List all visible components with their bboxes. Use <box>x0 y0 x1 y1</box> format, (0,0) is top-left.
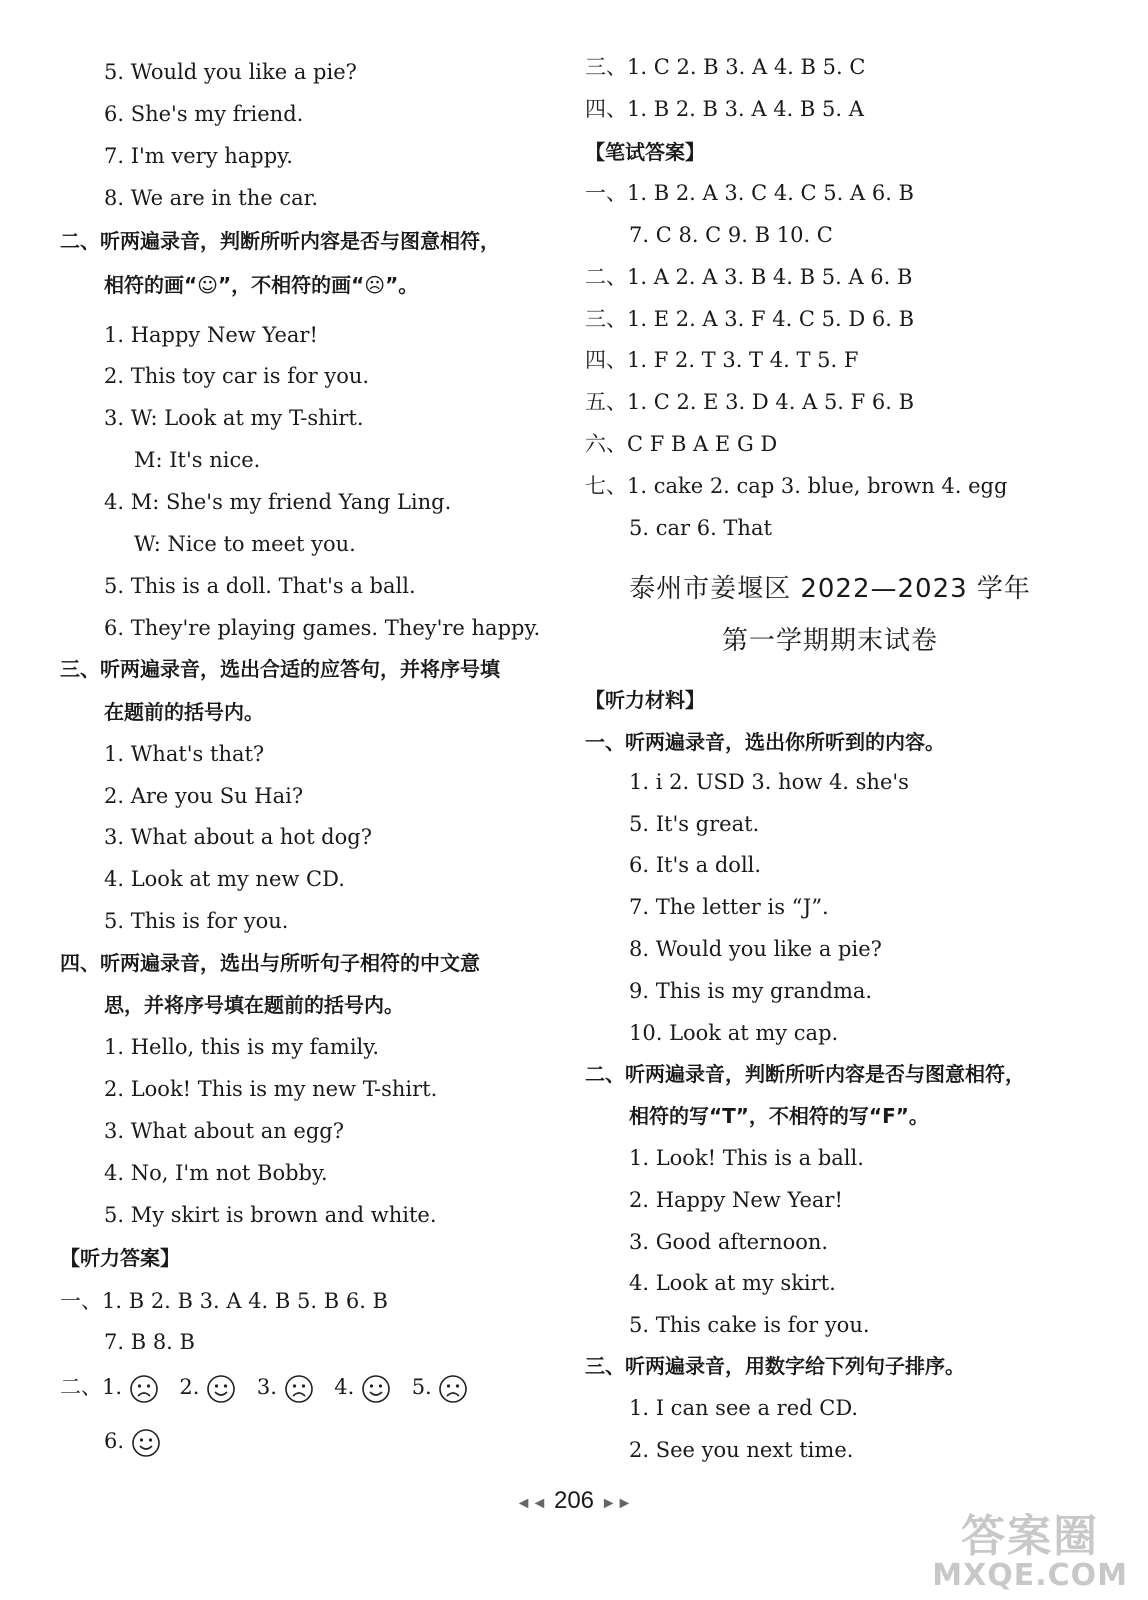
answer-line: 六、C F B A E G D <box>585 432 778 456</box>
text-line: 1. Look! This is a ball. <box>629 1146 864 1170</box>
text-line: 1. Happy New Year! <box>104 323 318 347</box>
text-line: 9. This is my grandma. <box>629 979 873 1003</box>
section-heading: 相符的画“☺”，不相符的画“☹”。 <box>104 273 419 297</box>
answer-label: 4. <box>334 1375 355 1399</box>
face-answer-row <box>60 1372 468 1404</box>
text-line: 1. I can see a red CD. <box>629 1396 859 1420</box>
text-line: 5. This cake is for you. <box>629 1313 870 1337</box>
answer-line: 一、1. B 2. B 3. A 4. B 5. B 6. B <box>60 1289 388 1313</box>
section-heading: 【听力材料】 <box>585 688 705 712</box>
answer-line: 一、1. B 2. A 3. C 4. C 5. A 6. B <box>585 181 914 205</box>
watermark-text: 答案圈 <box>961 1511 1100 1562</box>
section-heading: 三、听两遍录音，用数字给下列句子排序。 <box>585 1354 965 1378</box>
answer-line: 四、1. B 2. B 3. A 4. B 5. A <box>585 97 864 121</box>
prev-arrows-icon: ◄◄ <box>515 1495 548 1512</box>
answer-label: 6. <box>104 1429 125 1453</box>
section-heading: 一、听两遍录音，选出你所听到的内容。 <box>585 730 945 754</box>
exam-title: 泰州市姜堰区 2022—2023 学年 <box>629 574 1031 604</box>
text-line: 3. W: Look at my T-shirt. <box>104 406 364 430</box>
answer-line: 5. car 6. That <box>629 516 772 540</box>
next-arrows-icon: ►► <box>600 1495 633 1512</box>
answer-line: 三、1. E 2. A 3. F 4. C 5. D 6. B <box>585 307 915 331</box>
sad-face-icon <box>438 1374 468 1404</box>
answer-line: 七、1. cake 2. cap 3. blue, brown 4. egg <box>585 474 1008 498</box>
section-heading: 二、听两遍录音，判断所听内容是否与图意相符， <box>60 229 500 253</box>
watermark-url: MXQE.COM <box>932 1558 1128 1593</box>
text-line: 4. No, I'm not Bobby. <box>104 1161 328 1185</box>
section-heading: 思，并将序号填在题前的括号内。 <box>104 993 404 1017</box>
text-line: 3. Good afternoon. <box>629 1230 829 1254</box>
exam-subtitle: 第一学期期末试卷 <box>721 626 938 656</box>
face-answer-row <box>104 1426 161 1458</box>
answer-label: 2. <box>179 1375 200 1399</box>
section-heading: 相符的写“T”，不相符的写“F”。 <box>629 1104 929 1128</box>
text-line: W: Nice to meet you. <box>134 532 356 556</box>
section-heading: 四、听两遍录音，选出与所听句子相符的中文意 <box>60 951 480 975</box>
text-line: 2. See you next time. <box>629 1438 854 1462</box>
smiley-face-icon <box>131 1428 161 1458</box>
text-line: 3. What about a hot dog? <box>104 825 372 849</box>
sad-face-icon <box>284 1374 314 1404</box>
smiley-face-icon <box>206 1374 236 1404</box>
smiley-face-icon <box>361 1374 391 1404</box>
text-line: 4. Look at my new CD. <box>104 867 345 891</box>
answer-line: 7. B 8. B <box>104 1330 195 1354</box>
answer-line: 7. C 8. C 9. B 10. C <box>629 223 833 247</box>
text-line: 5. It's great. <box>629 812 760 836</box>
text-line: M: It's nice. <box>134 448 261 472</box>
answer-label: 二、1. <box>60 1375 123 1399</box>
section-heading: 二、听两遍录音，判断所听内容是否与图意相符， <box>585 1062 1025 1086</box>
sad-face-icon <box>129 1374 159 1404</box>
answer-label: 3. <box>256 1375 277 1399</box>
text-line: 5. Would you like a pie? <box>104 60 357 84</box>
answers-heading: 【笔试答案】 <box>585 140 705 164</box>
text-line: 6. They're playing games. They're happy. <box>104 616 541 640</box>
answers-heading: 【听力答案】 <box>60 1246 180 1270</box>
text-line: 6. It's a doll. <box>629 853 762 877</box>
answer-label: 5. <box>411 1375 432 1399</box>
text-line: 7. I'm very happy. <box>104 144 293 168</box>
text-line: 5. My skirt is brown and white. <box>104 1203 437 1227</box>
text-line: 5. This is for you. <box>104 909 289 933</box>
text-line: 2. Are you Su Hai? <box>104 784 304 808</box>
text-line: 2. This toy car is for you. <box>104 364 370 388</box>
section-heading: 在题前的括号内。 <box>104 700 264 724</box>
text-line: 4. M: She's my friend Yang Ling. <box>104 490 452 514</box>
text-line: 1. What's that? <box>104 742 265 766</box>
text-line: 8. We are in the car. <box>104 186 319 210</box>
text-line: 3. What about an egg? <box>104 1119 344 1143</box>
text-line: 1. Hello, this is my family. <box>104 1035 380 1059</box>
text-line: 5. This is a doll. That's a ball. <box>104 574 416 598</box>
page-number: 206 <box>553 1487 595 1514</box>
answer-line: 五、1. C 2. E 3. D 4. A 5. F 6. B <box>585 390 915 414</box>
section-heading: 三、听两遍录音，选出合适的应答句，并将序号填 <box>60 657 500 681</box>
text-line: 4. Look at my skirt. <box>629 1271 836 1295</box>
text-line: 2. Look! This is my new T-shirt. <box>104 1077 438 1101</box>
answer-line: 二、1. A 2. A 3. B 4. B 5. A 6. B <box>585 265 913 289</box>
text-line: 2. Happy New Year! <box>629 1188 843 1212</box>
answer-line: 四、1. F 2. T 3. T 4. T 5. F <box>585 348 859 372</box>
text-line: 8. Would you like a pie? <box>629 937 882 961</box>
text-line: 10. Look at my cap. <box>629 1021 839 1045</box>
text-line: 7. The letter is “J”. <box>629 895 829 919</box>
text-line: 6. She's my friend. <box>104 102 304 126</box>
answer-line: 三、1. C 2. B 3. A 4. B 5. C <box>585 55 866 79</box>
text-line: 1. i 2. USD 3. how 4. she's <box>629 770 909 794</box>
watermark-logo <box>932 1511 1128 1593</box>
